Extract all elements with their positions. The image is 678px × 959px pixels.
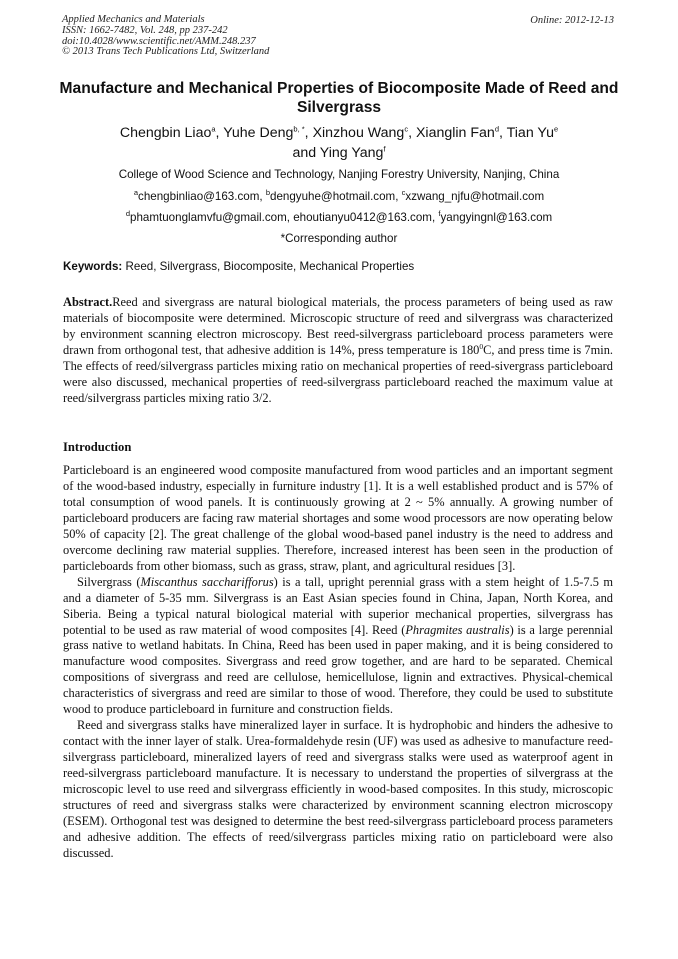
journal-name: Applied Mechanics and Materials	[62, 14, 205, 25]
keywords-label: Keywords:	[63, 260, 123, 273]
corresponding-author-note: *Corresponding author	[280, 232, 398, 245]
affiliation: College of Wood Science and Technology, Nanjing Forestry University, Nanjing, China	[118, 168, 560, 181]
doi-line: doi:10.4028/www.scientific.net/AMM.248.237	[62, 35, 256, 47]
author: Xinzhou Wang$^c$,	[312, 124, 416, 141]
email: yangyingnl@163.com	[440, 211, 553, 224]
issn-line: ISSN: 1662-7482, Vol. 248, pp 237-242	[62, 24, 228, 36]
journal-header	[62, 15, 269, 58]
author: and Ying Yang$^f$	[292, 144, 386, 161]
paragraph: Silvergrass (Miscanthus saccharifforus) is a tall, upright perennial grass with a stem height of 1.5-7.5 m and a diameter of 5-35 mm. Silvergrass is an East Asian species found in China, Japan, North Korea, and Siberia. Being a typical natural biological material with superior mechanical properties, silvergrass has potential to be used as raw material of wood composites [4]. Reed (Phragmites australis) is a large perennial grass native to wetland habitats. In China, Reed has been used in paper making, and it is being considered to manufacture wood composites. Sivergrass and reed grow together, and are hard to be separated. Chemical compositions of sivergrass and reed are cellulose, hemicellulose, lignin and extractives. Physical-chemical characteristics of sivergrass and reed are similar to those of wood. Therefore, they could be used to substitute wood to produce particleboard in furniture and construction fields.	[63, 574, 614, 717]
email: chengbinliao@163.com,	[138, 190, 266, 203]
email-line-2: $^d$phamtuonglamvfu@gmail.com, ehoutianyu0412@163.com, $^f$yangyingnl@163.com	[125, 209, 553, 224]
author: Chengbin Liao$^a$,	[119, 124, 224, 141]
abstract-label: Abstract.	[63, 295, 113, 309]
author-list	[50, 123, 628, 163]
abstract: Abstract.Reed and sivergrass are natural biological materials, the process parameters of being used as raw materials of biocomposite were determined. Microscopic structure of reed and silvergrass was characterized by environment scanning electron microscopy. Best reed-silvergrass particleboard process parameters were drawn from orthogonal test, that adhesive addition is 14%, press temperature is $180^0C$, and press time is 7min. The effects of reed/silvergrass particles mixing ratio on mechanical properties of reed-sivergrass particleboard were also discussed, mechanical properties of reed-silvergrass particleboard reached the maximum value at reed/silvergrass particles mixing ratio 3/2.	[63, 295, 614, 405]
keywords	[63, 260, 414, 273]
paragraph: Particleboard is an engineered wood composite manufactured from wood particles and an important segment of the wood-based industry, especially in furniture industry [1]. It is a well established product and is 57% of total consumption of wood panels. It is continuously growing at 2 ~ 5% annually. A growing number of particleboard producers are facing raw material shortages and some wood processors are now operating below 50% of capacity [2]. The great challenge of the global wood-based panel industry is the need to address and overcome declining raw material supplies. Therefore, increased interest has been seen in the production of particleboards from other biomass, such as grass, straw, plant, and agricultural residues [3].	[63, 463, 613, 573]
email: xzwang_njfu@hotmail.com	[405, 190, 545, 203]
paper-title: Manufacture and Mechanical Properties of Biocomposite Made of Reed and Silvergrass	[59, 80, 619, 116]
keywords-text: Reed, Silvergrass, Biocomposite, Mechanical Properties	[122, 260, 415, 273]
email: dengyuhe@hotmail.com,	[270, 190, 402, 203]
author: Yuhe Deng$^{b, *}$,	[223, 124, 313, 141]
introduction-body	[63, 463, 613, 862]
email-line-1: $^a$chengbinliao@163.com, $^b$dengyuhe@hotmail.com, $^c$xzwang_njfu@hotmail.com	[133, 188, 545, 203]
author: Xianglin Fan$^d$,	[415, 124, 507, 141]
author: Tian Yu$^e$	[506, 124, 559, 141]
paragraph: Reed and sivergrass stalks have mineralized layer in surface. It is hydrophobic and hinders the adhesive to contact with the inner layer of stalk. Urea-formaldehyde resin (UF) was used as adhesive to manufacture reed-silvergrass particleboard, mineralized layers of reed and sivergrass stalks were used as waterproof agent in reed-silvergrass particleboard manufacture. It is necessary to understand the properties of silvergrass at the microscopic level to use reed and silvergrass efficiently in wood-based composites. In this study, microscopic structures of reed and sivergrass stalks were characterized by environment scanning electron microscopy (ESEM). Orthogonal test was designed to determine the best reed-silvergrass particleboard process parameters and adhesive addition. The effects of reed/silvergrass particles mixing ratio on particleboard were also discussed.	[63, 718, 613, 860]
email: phamtuonglamvfu@gmail.com, ehoutianyu0412@163.com,	[130, 211, 439, 224]
copyright-line: © 2013 Trans Tech Publications Ltd, Switzerland	[62, 46, 270, 58]
section-heading-introduction: Introduction	[63, 440, 132, 454]
online-date: Online: 2012-12-13	[530, 15, 614, 26]
